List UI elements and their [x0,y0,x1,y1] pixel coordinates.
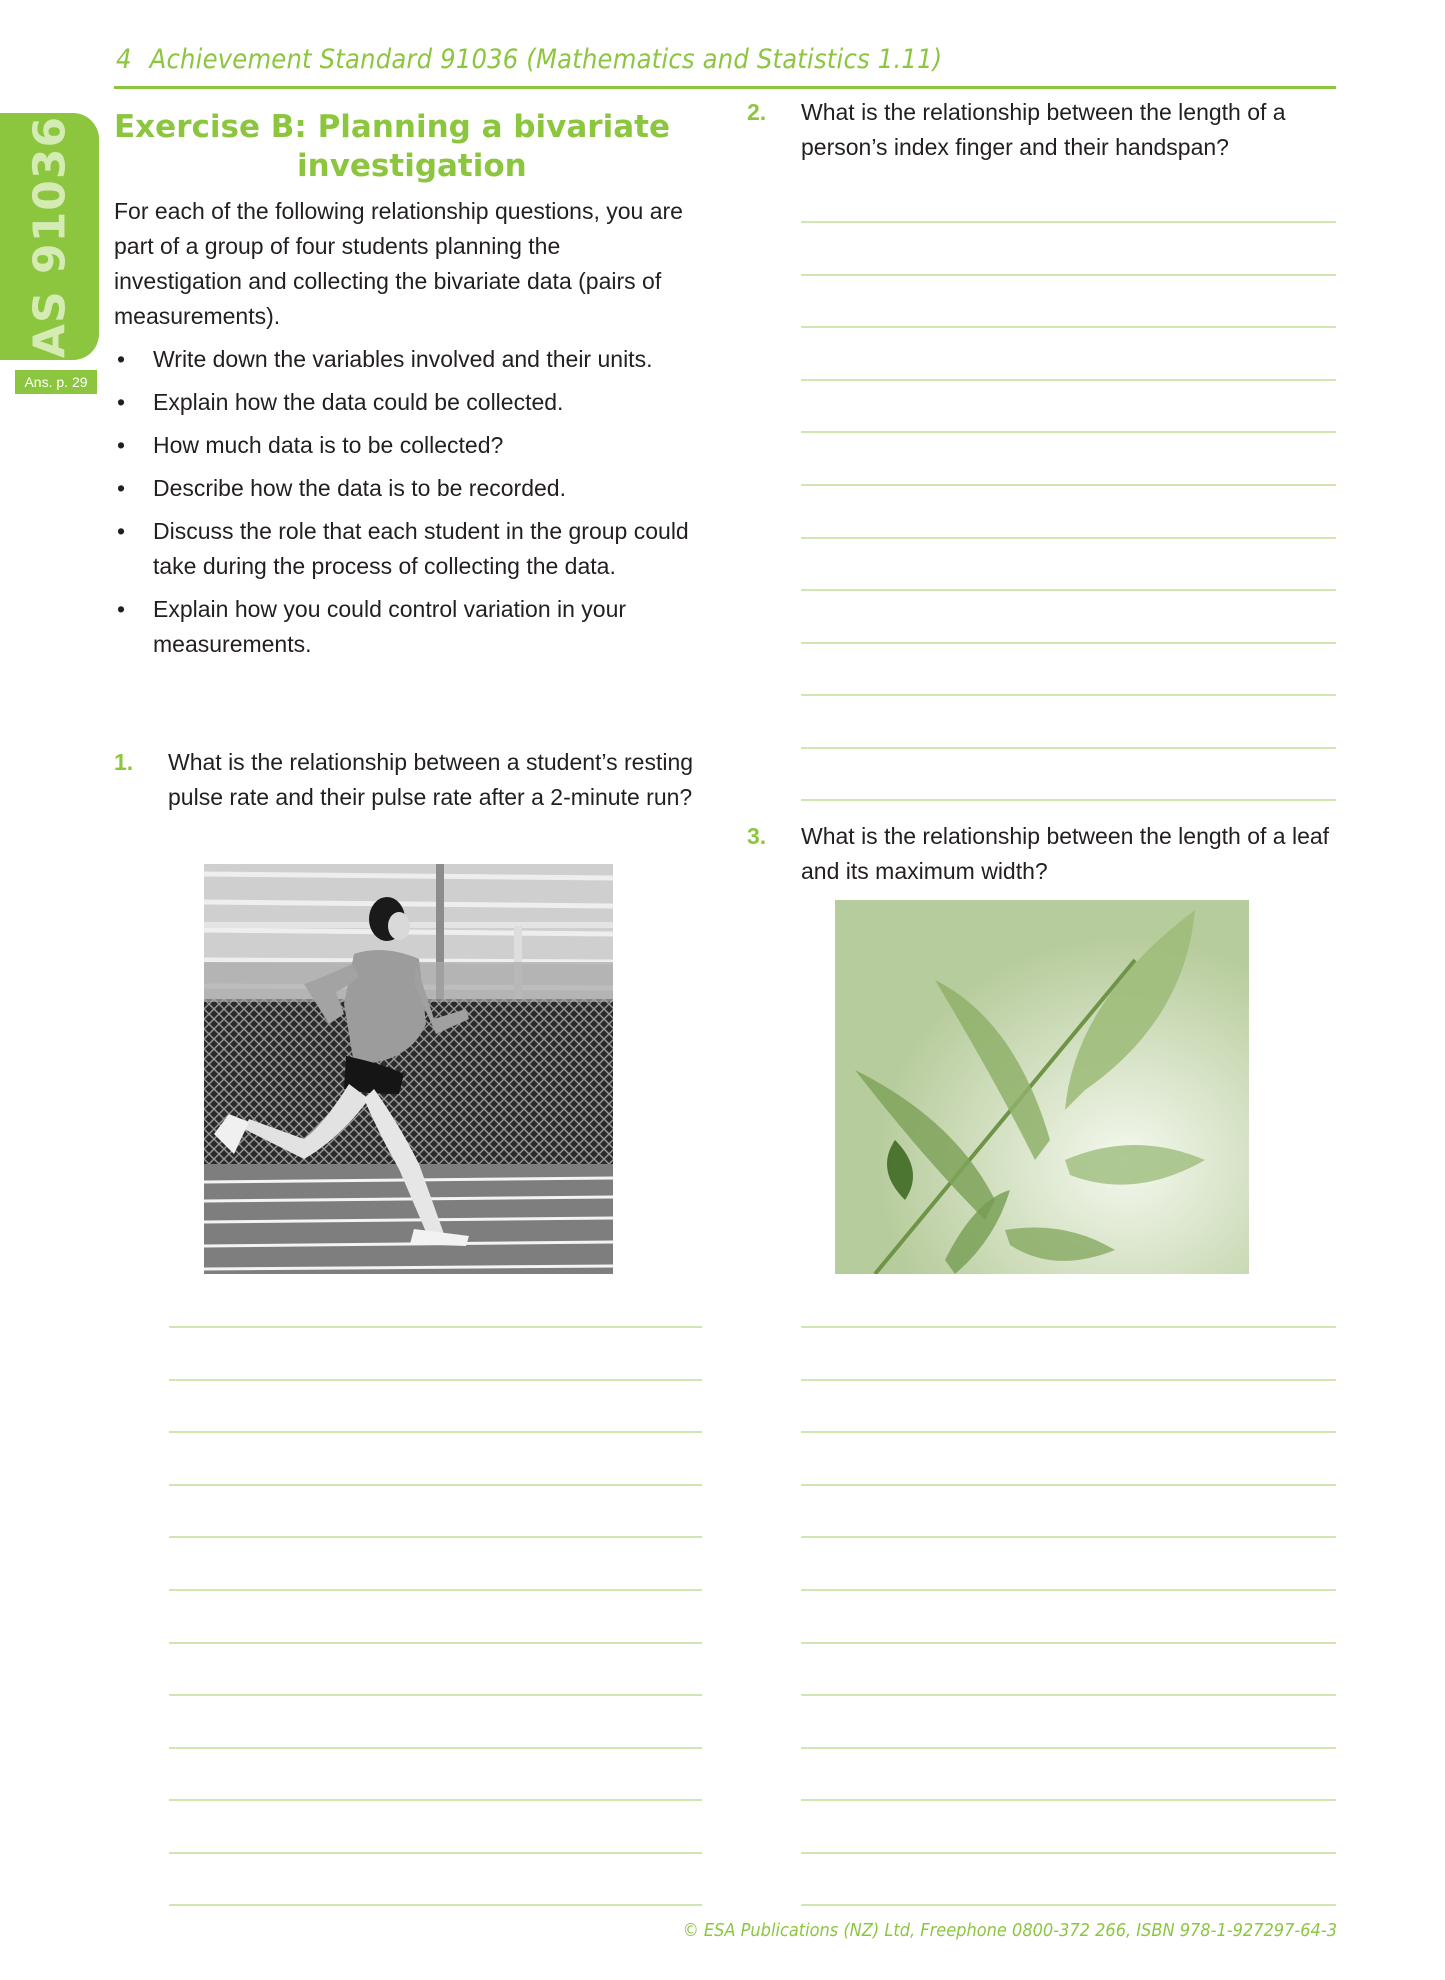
bullet-icon: • [117,475,126,501]
answer-line[interactable] [801,379,1336,381]
answer-line[interactable] [801,1852,1336,1854]
answer-line[interactable] [801,1484,1336,1486]
answer-line[interactable] [801,1694,1336,1696]
instruction-item [114,514,714,584]
instruction-text: Discuss the role that each student in the group could take during the process of collecting the data. [153,518,689,579]
question-text: What is the relationship between a student’s resting pulse rate and their pulse rate after a 2-minute run? [168,749,694,810]
answer-line[interactable] [801,484,1336,486]
answer-line[interactable] [169,1642,702,1644]
bullet-icon: • [117,389,126,415]
bullet-icon: • [117,432,126,458]
answer-line[interactable] [801,221,1336,223]
answer-line[interactable] [169,1852,702,1854]
exercise-title-line2: investigation [297,148,527,184]
answer-line[interactable] [801,537,1336,539]
header-rule [114,86,1336,89]
instruction-list [114,342,714,670]
runner-photo [204,864,613,1274]
instruction-text: How much data is to be collected? [153,432,504,458]
bullet-icon: • [117,596,126,622]
instruction-item [114,428,714,463]
answer-line[interactable] [169,1484,702,1486]
answer-line[interactable] [801,1379,1336,1381]
side-tab-label: AS 91036 [24,115,75,358]
page-number: 4 [116,44,132,75]
question-3 [747,819,1337,889]
answer-line[interactable] [169,1589,702,1591]
answer-line[interactable] [169,1536,702,1538]
question-1 [114,745,704,815]
instruction-text: Describe how the data is to be recorded. [153,475,566,501]
answer-line[interactable] [801,1642,1336,1644]
answer-line[interactable] [169,1694,702,1696]
instruction-item [114,342,714,377]
answer-line[interactable] [169,1747,702,1749]
page-footer: © ESA Publications (NZ) Ltd, Freephone 0800-372 266, ISBN 978-1-927297-64-3 [682,1920,1337,1941]
answer-line[interactable] [801,642,1336,644]
header-title: Achievement Standard 91036 (Mathematics and Statistics 1.11) [149,44,943,75]
exercise-title [114,108,674,186]
instruction-item [114,592,714,662]
answer-line[interactable] [801,1431,1336,1433]
answer-line[interactable] [801,274,1336,276]
question-text: What is the relationship between the length of a leaf and its maximum width? [801,823,1330,884]
header-title-group [116,44,942,75]
answer-line[interactable] [169,1379,702,1381]
answer-line[interactable] [801,747,1336,749]
instruction-item [114,385,714,420]
answer-line[interactable] [801,589,1336,591]
runner-image-icon [204,864,613,1274]
question-2 [747,95,1337,165]
answer-line[interactable] [801,694,1336,696]
answer-line[interactable] [801,799,1336,801]
bullet-icon: • [117,518,126,544]
instruction-text: Explain how the data could be collected. [153,389,564,415]
exercise-intro: For each of the following relationship questions, you are part of a group of four students planning the investigation and collecting the bivariate data (pairs of measurements). [114,198,683,329]
answer-line[interactable] [169,1431,702,1433]
answer-line[interactable] [801,1589,1336,1591]
answer-line[interactable] [801,431,1336,433]
question-number: 2. [747,99,767,125]
answer-line[interactable] [801,1536,1336,1538]
answer-line[interactable] [801,1747,1336,1749]
exercise-title-line1: Exercise B: Planning a bivariate [114,109,670,145]
answer-line[interactable] [169,1904,702,1906]
instruction-text: Explain how you could control variation in your measurements. [153,596,627,657]
answers-reference-badge: Ans. p. 29 [15,370,97,394]
answer-line[interactable] [169,1326,702,1328]
instruction-item [114,471,714,506]
question-text: What is the relationship between the length of a person’s index finger and their handspan? [801,99,1286,160]
answer-line[interactable] [801,1326,1336,1328]
answer-line[interactable] [169,1799,702,1801]
answer-line[interactable] [801,1799,1336,1801]
leaf-photo [835,900,1249,1274]
question-number: 1. [114,749,134,775]
leaf-image-icon [835,900,1249,1274]
standard-side-tab [0,113,99,360]
bullet-icon: • [117,346,126,372]
answer-line[interactable] [801,326,1336,328]
question-number: 3. [747,823,767,849]
instruction-text: Write down the variables involved and their units. [153,346,653,372]
page-header [114,40,1336,90]
answer-line[interactable] [801,1904,1336,1906]
